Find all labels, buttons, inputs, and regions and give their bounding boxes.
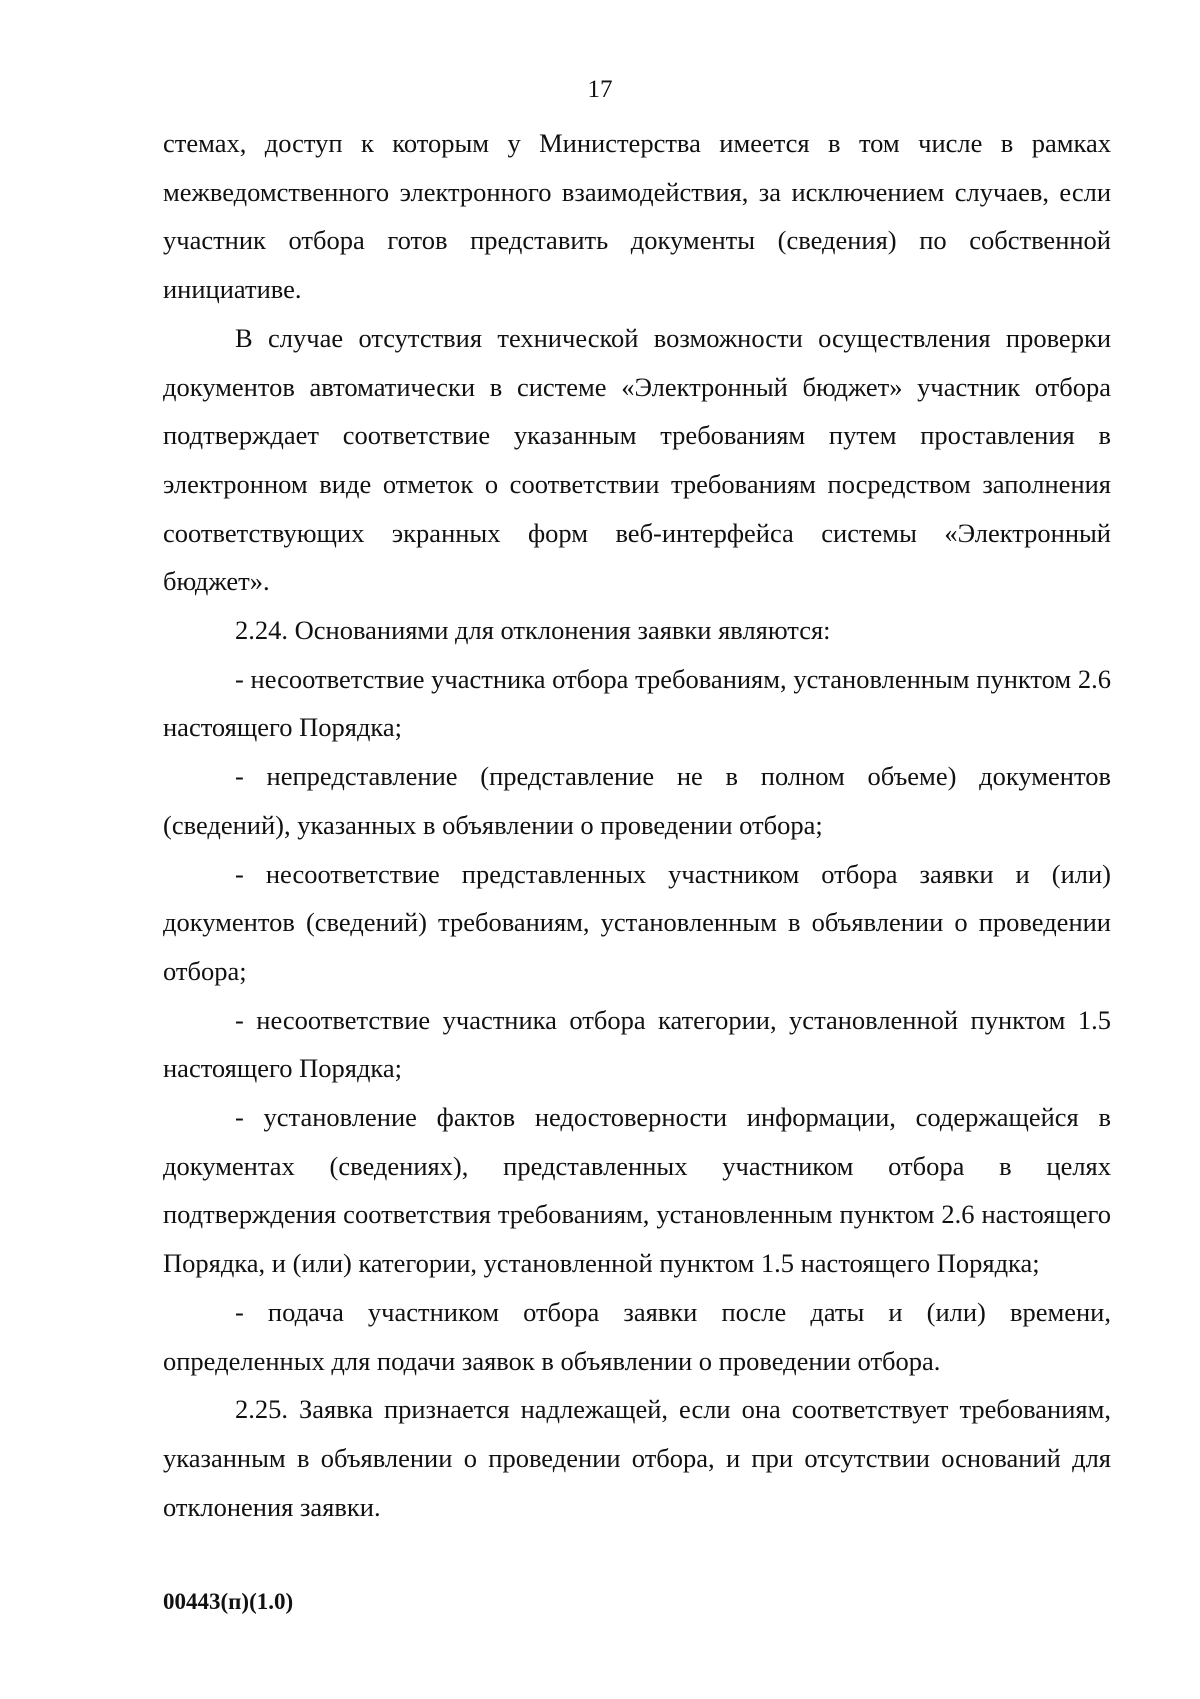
list-item-late-submission: - подача участником отбора заявки после даты и (или) времени, определенных для подачи заявок в объявлении о проведении отбора. <box>163 1296 1111 1376</box>
paragraph-2-25: 2.25. Заявка признается надлежащей, если она соответствует требованиям, указанным в объявлении о проведении отбора, и при отсутствии оснований для отклонения заявки. <box>163 1394 1111 1522</box>
document-code: 00443(п)(1.0) <box>163 1589 294 1614</box>
list-item-documents: - непредставление (представление не в полном объеме) документов (сведений), указанных в объявлении о проведении отбора; <box>163 761 1111 840</box>
paragraph-continuation: стемах, доступ к которым у Министерства имеется в том числе в рамках межведомственного электронного взаимодействия, за исключением случаев, если участник отбора готов представить документы (сведения) по собственной инициативе. <box>163 128 1111 305</box>
paragraph-verification: В случае отсутствия технической возможности осуществления проверки документов автоматически в системе «Электронный бюджет» участник отбора подтверждает соответствие указанным требованиям путем проставления в электронном виде отметок о соответствии требованиям посредством заполнения соответствующих экранных форм веб-интерфейса системы «Электронный бюджет». <box>163 322 1111 597</box>
list-item-requirements: - несоответствие участника отбора требованиям, установленным пунктом 2.6 настоящего Порядка; <box>163 663 1111 743</box>
list-item-application: - несоответствие представленных участником отбора заявки и (или) документов (сведений) требованиям, установленным в объявлении о проведении отбора; <box>163 858 1111 986</box>
page-number: 17 <box>587 76 613 103</box>
list-item-category: - несоответствие участника отбора категории, установленной пунктом 1.5 настоящего Порядка; <box>163 1004 1111 1084</box>
document-body <box>163 119 1111 1531</box>
paragraph-2-24-heading: 2.24. Основаниями для отклонения заявки являются: <box>235 615 831 646</box>
list-item-unreliable-info: - установление фактов недостоверности информации, содержащейся в документах (сведениях), представленных участником отбора в целях подтверждения соответствия требованиям, установленным пунктом 2.6 настоящего Порядка, и (или) категории, установленной пунктом 1.5 настоящего Порядка; <box>163 1102 1111 1279</box>
